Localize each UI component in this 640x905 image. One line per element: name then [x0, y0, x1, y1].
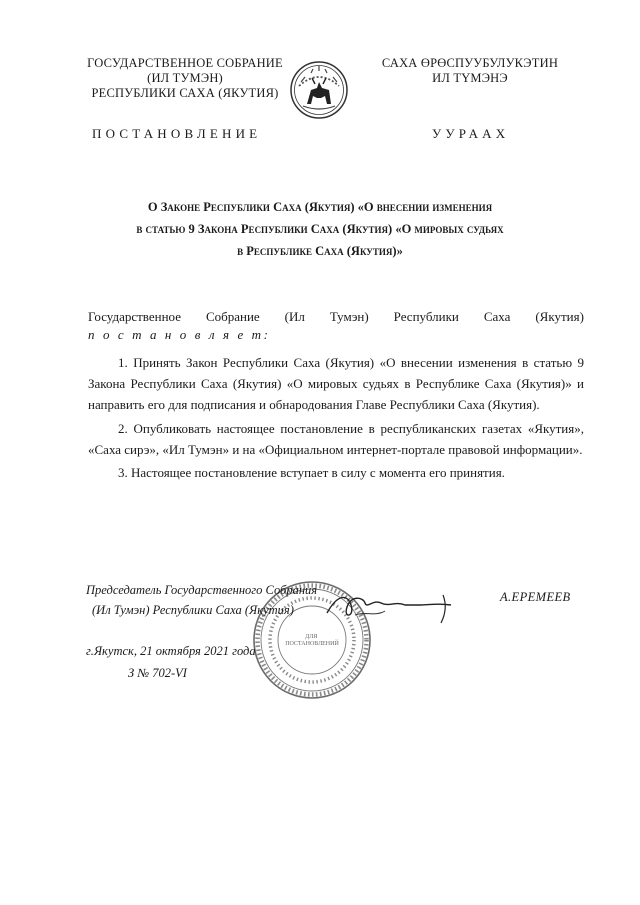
intro-block: [88, 308, 584, 344]
signature-block: [86, 580, 317, 620]
header-right-line-2: ИЛ ТҮМЭНЭ: [432, 71, 508, 85]
title-line-3: в Республике Саха (Якутия)»: [237, 244, 403, 258]
intro-word: Тумэн): [329, 309, 369, 324]
paragraph-2: 2. Опубликовать настоящее постановление в республиканских газетах «Якутия», «Саха сирэ», «Ил Тумэн» и на «Официальном интернет-портале правовой информации».: [88, 421, 584, 457]
signer-position-line-2: (Ил Тумэн) Республики Саха (Якутия): [92, 603, 294, 617]
stamp-center-line: ПОСТАНОВЛЕНИЙ: [285, 641, 339, 647]
handwritten-signature: [325, 585, 455, 625]
doc-type-left: ПОСТАНОВЛЕНИЕ: [92, 126, 262, 141]
intro-word: Собрание: [205, 309, 260, 324]
stamp-center-line: ДЛЯ: [305, 634, 318, 640]
postanovlyaet-label: п о с т а н о в л я е т:: [88, 327, 271, 342]
doc-type-right: УУРААХ: [432, 126, 510, 141]
header-left-line-3: РЕСПУБЛИКИ САХА (ЯКУТИЯ): [91, 86, 279, 100]
header-right-line-1: САХА ӨРӨСПУУБУЛУКЭТИН: [381, 56, 559, 70]
signer-position-line-1: Председатель Государственного Собрания: [86, 583, 318, 597]
header-left-block: [70, 56, 300, 101]
header-right-block: [350, 56, 590, 86]
emblem-icon: [289, 60, 349, 120]
header-left-line-2: (ИЛ ТУМЭН): [147, 71, 223, 85]
intro-word: (Якутия): [535, 309, 584, 324]
intro-word: Государственное: [88, 309, 181, 324]
paragraph-3: 3. Настоящее постановление вступает в силу с момента его принятия.: [118, 465, 505, 480]
paragraph-1: 1. Принять Закон Республики Саха (Якутия) «О внесении изменения в статью 9 Закона Республики Саха (Якутия) «О мировых судьях в Республике Саха (Якутия)» и направить его для подписания и обнародования Главе Республики Саха (Якутия).: [88, 355, 584, 412]
intro-line: [88, 308, 584, 326]
place-date: г.Якутск, 21 октября 2021 года: [86, 644, 256, 658]
title-line-2: в статью 9 Закона Республики Саха (Якутия) «О мировых судьях: [136, 222, 504, 236]
intro-word: (Ил: [284, 309, 305, 324]
document-title: [90, 196, 550, 262]
header-left-line-1: ГОСУДАРСТВЕННОЕ СОБРАНИЕ: [87, 56, 283, 70]
intro-word: Республики: [393, 309, 459, 324]
document-number: З № 702-VI: [128, 666, 187, 680]
stamp-center-text: [285, 634, 339, 647]
title-line-1: О Законе Республики Саха (Якутия) «О внесении изменения: [147, 200, 493, 214]
intro-word: Саха: [483, 309, 511, 324]
signer-name: А.ЕРЕМЕЕВ: [500, 590, 571, 604]
